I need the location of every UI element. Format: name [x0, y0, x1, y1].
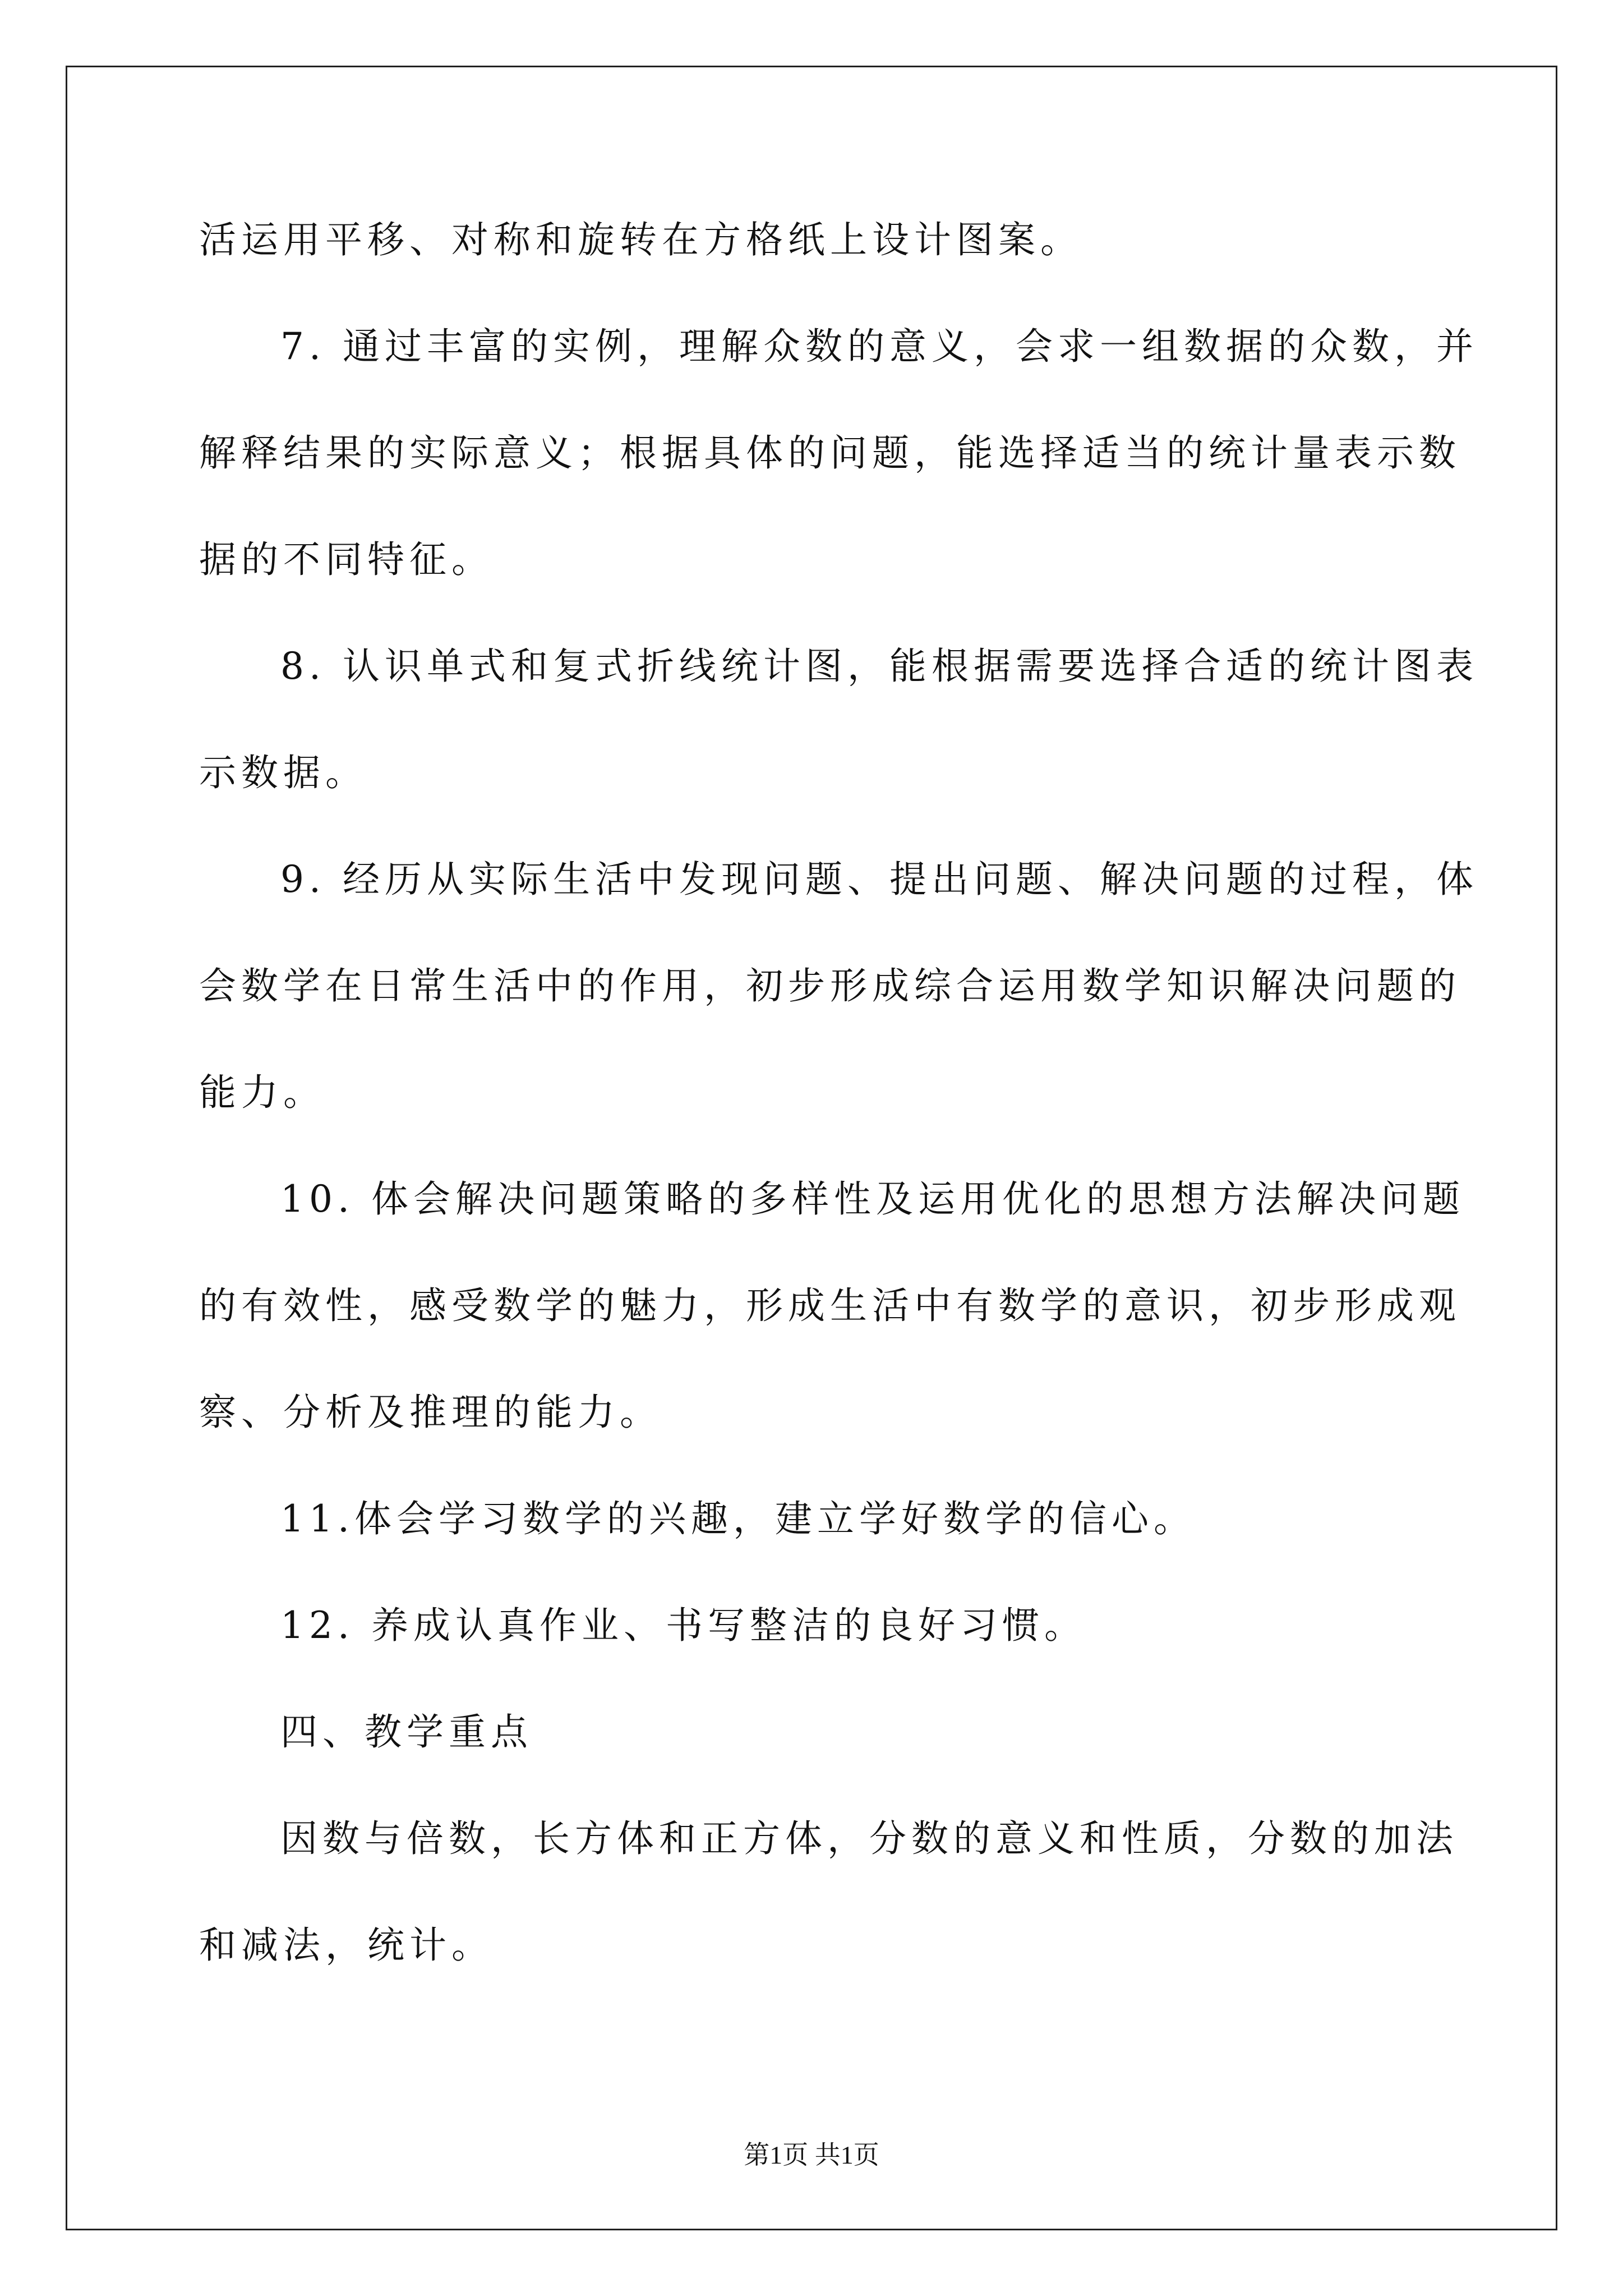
item-9-line-3: 能力。 — [199, 1071, 325, 1114]
item-10-line-2: 的有效性，感受数学的魅力，形成生活中有数学的意识，初步形成观 — [199, 1284, 1461, 1327]
key-points-line-1: 因数与倍数，长方体和正方体，分数的意义和性质，分数的加法 — [280, 1817, 1458, 1860]
item-7-line-3: 据的不同特征。 — [199, 538, 494, 581]
item-12: 12. 养成认真作业、书写整洁的良好习惯。 — [280, 1604, 1086, 1647]
item-11: 11.体会学习数学的兴趣，建立学好数学的信心。 — [280, 1497, 1196, 1540]
item-10-line-1: 10. 体会解决问题策略的多样性及运用优化的思想方法解决问题 — [280, 1177, 1465, 1221]
item-9-line-1: 9. 经历从实际生活中发现问题、提出问题、解决问题的过程，体 — [280, 858, 1478, 901]
body-line-1: 活运用平移、对称和旋转在方格纸上设计图案。 — [199, 218, 1082, 261]
item-7-line-2: 解释结果的实际意义；根据具体的问题，能选择适当的统计量表示数 — [199, 431, 1461, 475]
item-8-line-1: 8. 认识单式和复式折线统计图，能根据需要选择合适的统计图表 — [280, 645, 1478, 688]
page-footer: 第1页 共1页 — [744, 2141, 879, 2169]
page-border — [66, 66, 1557, 2230]
key-points-line-2: 和减法，统计。 — [199, 1924, 494, 1967]
item-7-line-1: 7. 通过丰富的实例，理解众数的意义，会求一组数据的众数，并 — [280, 325, 1478, 368]
section-heading: 四、教学重点 — [280, 1710, 533, 1754]
item-10-line-3: 察、分析及推理的能力。 — [199, 1391, 662, 1434]
item-8-line-2: 示数据。 — [199, 751, 367, 794]
item-9-line-2: 会数学在日常生活中的作用，初步形成综合运用数学知识解决问题的 — [199, 964, 1461, 1007]
